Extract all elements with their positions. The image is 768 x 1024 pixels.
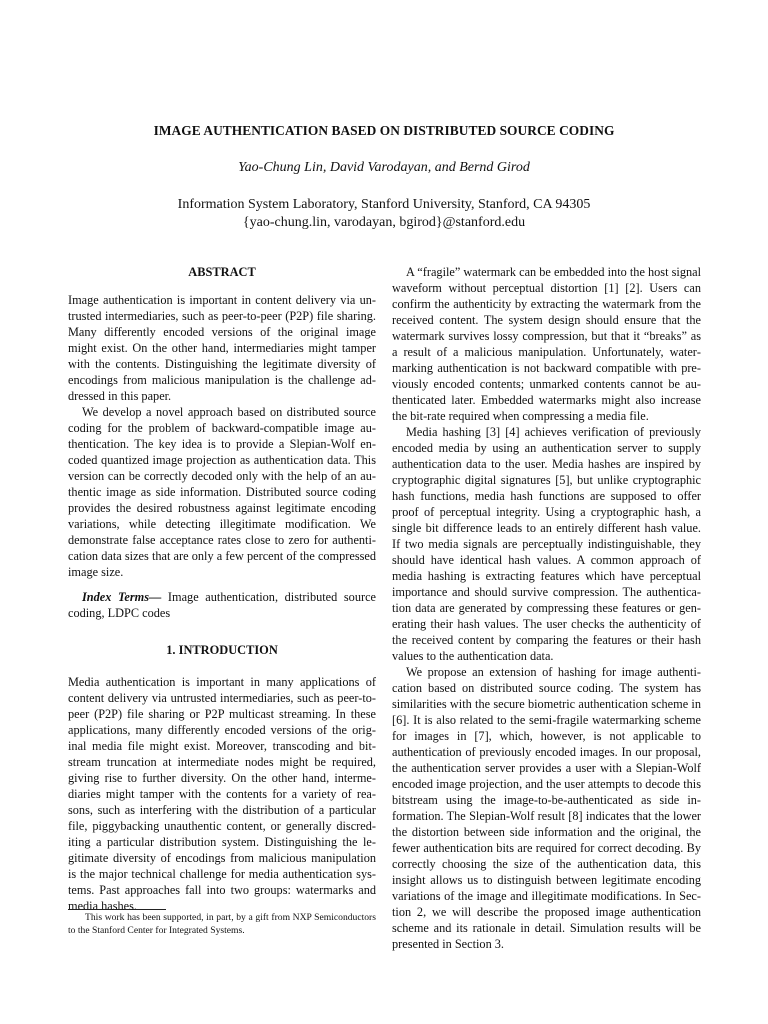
affiliation-block [0, 196, 768, 232]
footnote-divider [68, 909, 166, 910]
paper-authors: Yao-Chung Lin, David Varodayan, and Bernd Girod [238, 160, 530, 175]
affiliation-institution: Information System Laboratory, Stanford University, Stanford, CA 94305 [177, 197, 591, 212]
introduction-heading: 1. INTRODUCTION [166, 643, 278, 657]
affiliation-emails: {yao-chung.lin, varodayan, bgirod}@stanford.edu [242, 215, 526, 230]
index-terms-label: Index Terms— [82, 590, 162, 604]
index-terms-text: Image authentication, distributed source coding, LDPC codes [68, 590, 376, 620]
left-column [68, 264, 376, 914]
right-paragraph-watermark: A “fragile” watermark can be embedded into the host signal waveform without perceptual distortion [1] [2]. Users can confirm the authenticity by extracting the watermark from the received content. The system design should ensure that the watermark survives lossy compression, but that it “breaks” as a result of a malicious manipulation. Unfortunately, watermarking authentication is not backward compatible with previously encoded contents; unmarked contents cannot be authenticated later. Embedded watermarks might also increase the bit-rate required when compressing a media file. [392, 265, 701, 423]
index-terms [68, 589, 376, 621]
footnote: This work has been supported, in part, by a gift from NXP Semiconductors to the Stanford Center for Integrated Systems. [68, 912, 376, 936]
abstract-paragraph-2: We develop a novel approach based on distributed source coding for the problem of backward-compatible image authentication. The key idea is to provide a Slepian-Wolf encoded quantized image projection as authentication data. This version can be correctly decoded only with the help of an authentic image as side information. Distributed source coding provides the desired robustness against legitimate encoding variations, while detecting illegitimate modification. We demonstrate false acceptance rates close to zero for authentication data sizes that are only a few percent of the compressed image size. [68, 405, 376, 579]
paper-title: IMAGE AUTHENTICATION BASED ON DISTRIBUTED SOURCE CODING [153, 123, 615, 138]
right-column [392, 264, 701, 952]
right-paragraph-proposal: We propose an extension of hashing for image authentication based on distributed source coding. The system has similarities with the secure biometric authentication scheme in [6]. It is also related to the semi-fragile watermarking scheme for images in [7], which, however, is not applicable to authentication of previously encoded images. In our proposal, the authentication server provides a user with a Slepian-Wolf encoded image projection, and the user attempts to decode this bitstream using the image-to-be-authenticated as side information. The Slepian-Wolf result [8] indicates that the lower the distortion between side information and the original, the fewer authentication bits are required for correct decoding. By correctly choosing the size of the authentication data, this insight allows us to distinguish between legitimate encoding variations of the image and illegitimate modifications. In Section 2, we will describe the proposed image authentication scheme and its rationale in detail. Simulation results will be presented in Section 3. [392, 665, 701, 951]
right-paragraph-hashing: Media hashing [3] [4] achieves verification of previously encoded media by using an authentication server to supply authentication data to the user. Media hashes are inspired by cryptographic digital signatures [5], but unlike cryptographic hash functions, media hash functions are supposed to offer proof of perceptual integrity. Using a cryptographic hash, a single bit difference leads to an entirely different hash value. If two media signals are perceptually indistinguishable, they should have identical hash values. A common approach of media hashing is extracting features which have perceptual importance and should survive compression. The authentication data are generated by compressing these features or generating their hash values. The user checks the authenticity of the received content by comparing the features or their hash values to the authentication data. [392, 425, 701, 663]
abstract-heading: ABSTRACT [188, 265, 256, 279]
introduction-paragraph: Media authentication is important in many applications of content delivery via untrusted intermediaries, such as peer-topeer (P2P) file sharing or P2P multicast streaming. In these applications, many differently encoded versions of the original media file might exist. Moreover, transcoding and bitstream truncation at intermediate nodes might be required, giving rise to further diversity. On the other hand, intermediaries might tamper with the contents for a variety of reasons, such as interfering with the distribution of a particular file, piggybacking unauthentic content, or generally discrediting a particular distribution system. Distinguishing the legitimate diversity of encodings from malicious manipulation is the major technical challenge for media authentication systems. Past approaches fall into two groups: watermarks and media hashes. [68, 675, 376, 913]
abstract-paragraph-1: Image authentication is important in content delivery via untrusted intermediaries, such as peer-to-peer (P2P) file sharing. Many differently encoded versions of the original image might exist. On the other hand, intermediaries might tamper with the contents. Distinguishing the legitimate diversity of encodings from malicious manipulation is the challenge addressed in this paper. [68, 293, 376, 403]
